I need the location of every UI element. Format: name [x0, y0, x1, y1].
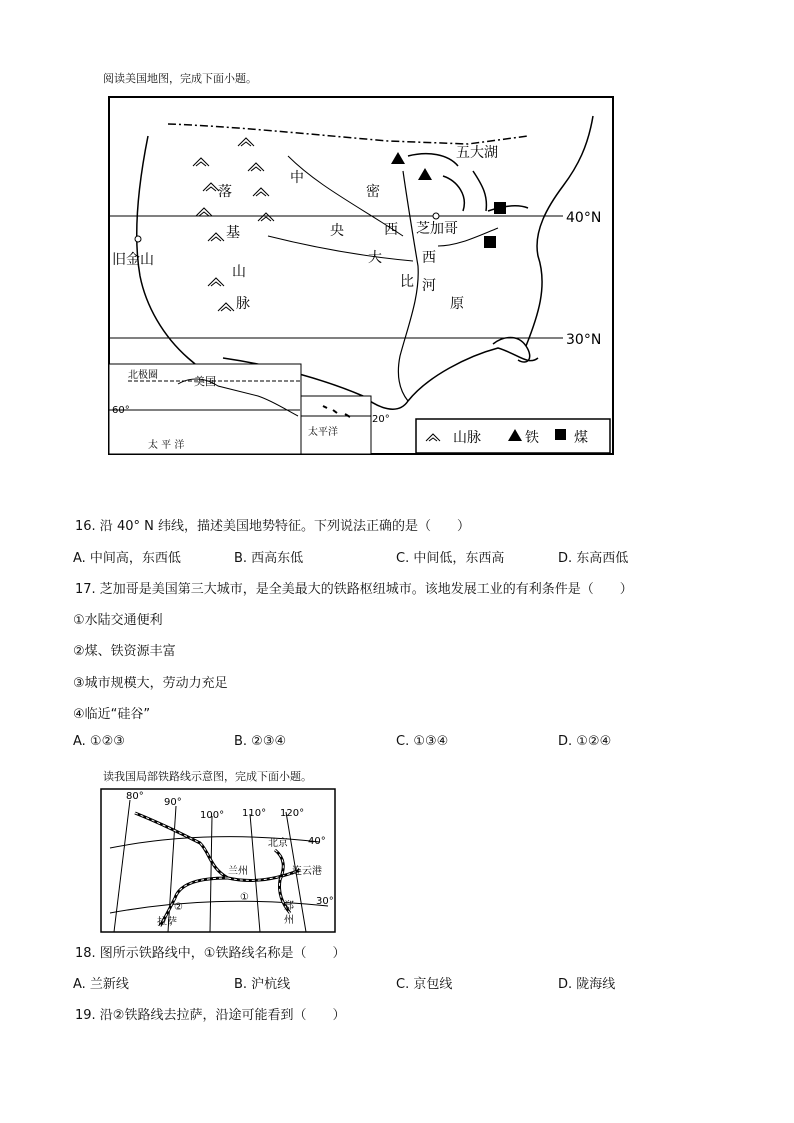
lon-90-label: 90° — [164, 797, 182, 808]
five-lakes-label: 五大湖 — [456, 145, 498, 161]
q16-option-d[interactable]: D. 东高西低 — [558, 551, 629, 566]
q18-option-a[interactable]: A. 兰新线 — [73, 977, 129, 992]
chicago-label: 芝加哥 — [416, 221, 458, 237]
mississippi-char-1: 密 — [366, 184, 380, 200]
plain-char-1: 大 — [368, 250, 382, 266]
lon-110-label: 110° — [242, 808, 267, 819]
legend-coal-label: 煤 — [574, 430, 588, 446]
rocky-char-4: 脉 — [236, 296, 250, 312]
arctic-circle-label: 北极圈 — [128, 370, 158, 381]
lat-40-label: 40° — [308, 836, 326, 847]
q17-item-4: ④临近“硅谷” — [73, 707, 151, 722]
q17-item-1: ①水陆交通便利 — [73, 613, 163, 628]
lat-40n-label: 40°N — [566, 210, 602, 226]
lat-30n-label: 30°N — [566, 332, 602, 348]
chicago-dot — [433, 213, 439, 219]
zhengzhou-char-2: 州 — [284, 915, 294, 926]
rocky-char-2: 基 — [226, 225, 240, 241]
lhasa-label: 拉萨 — [157, 917, 177, 928]
mississippi-char-3: 西 — [422, 250, 436, 266]
pacific-inset-label: 太 平 洋 — [148, 440, 185, 451]
marker-one: ① — [240, 892, 249, 903]
lianyungang-label: 连云港 — [292, 866, 322, 877]
rocky-char-1: 落 — [218, 184, 232, 200]
intro-usa-map: 阅读美国地图，完成下面小题。 — [103, 72, 257, 85]
q17-option-c[interactable]: C. ①③④ — [396, 734, 449, 749]
q18-option-c[interactable]: C. 京包线 — [396, 977, 453, 992]
coal-marker — [494, 202, 506, 214]
lat60-label: 60° — [112, 405, 130, 416]
plain-char-2: 原 — [450, 296, 464, 312]
mississippi-char-2: 西 — [384, 222, 398, 238]
lat-30-label: 30° — [316, 896, 334, 907]
q16-stem: 16. 沿 40° N 纬线，描述美国地势特征。下列说法正确的是（ ） — [75, 519, 470, 534]
q16-option-a[interactable]: A. 中间高，东西低 — [73, 551, 181, 566]
lon-80-label: 80° — [126, 791, 144, 802]
q17-option-b[interactable]: B. ②③④ — [234, 734, 287, 749]
q18-stem: 18. 图所示铁路线中，①铁路线名称是（ ） — [75, 946, 346, 961]
mississippi-char-4: 比 — [400, 274, 414, 290]
usa-inset-label: 美国 — [194, 375, 216, 388]
china-railway-map — [100, 788, 336, 934]
legend-mountains-label: 山脉 — [453, 430, 481, 446]
lon-100-label: 100° — [200, 810, 225, 821]
zhengzhou-char-1: 郑 — [284, 901, 294, 912]
coal-marker — [484, 236, 496, 248]
q16-option-c[interactable]: C. 中间低，东西高 — [396, 551, 505, 566]
q18-option-d[interactable]: D. 陇海线 — [558, 977, 616, 992]
intro-railway-map: 读我国局部铁路线示意图，完成下面小题。 — [103, 770, 312, 783]
map-legend — [416, 419, 610, 453]
legend-coal-icon — [555, 429, 566, 440]
beijing-label: 北京 — [268, 838, 288, 849]
rocky-char-3: 山 — [232, 264, 246, 280]
lat20-label: 20° — [372, 414, 390, 425]
legend-iron-label: 铁 — [525, 430, 539, 446]
lanzhou-label: 兰州 — [228, 866, 248, 877]
q17-option-a[interactable]: A. ①②③ — [73, 734, 125, 749]
q16-option-b[interactable]: B. 西高东低 — [234, 551, 304, 566]
central-char-1: 中 — [290, 170, 304, 186]
marker-two: ② — [174, 902, 183, 913]
q19-stem: 19. 沿②铁路线去拉萨，沿途可能看到（ ） — [75, 1008, 346, 1023]
q18-option-b[interactable]: B. 沪杭线 — [234, 977, 291, 992]
sanfrancisco-label: 旧金山 — [112, 252, 154, 268]
pacific-hawaii-label: 太平洋 — [308, 427, 338, 438]
q17-option-d[interactable]: D. ①②④ — [558, 734, 612, 749]
q17-stem: 17. 芝加哥是美国第三大城市，是全美最大的铁路枢纽城市。该地发展工业的有利条件是（ ） — [75, 582, 633, 597]
usa-map — [108, 96, 614, 456]
central-char-2: 央 — [330, 223, 344, 239]
q17-item-3: ③城市规模大，劳动力充足 — [73, 676, 228, 691]
mississippi-char-5: 河 — [422, 278, 436, 294]
alaska-inset — [109, 364, 301, 454]
q17-item-2: ②煤、铁资源丰富 — [73, 644, 176, 659]
sanfrancisco-dot — [135, 236, 141, 242]
lon-120-label: 120° — [280, 808, 305, 819]
